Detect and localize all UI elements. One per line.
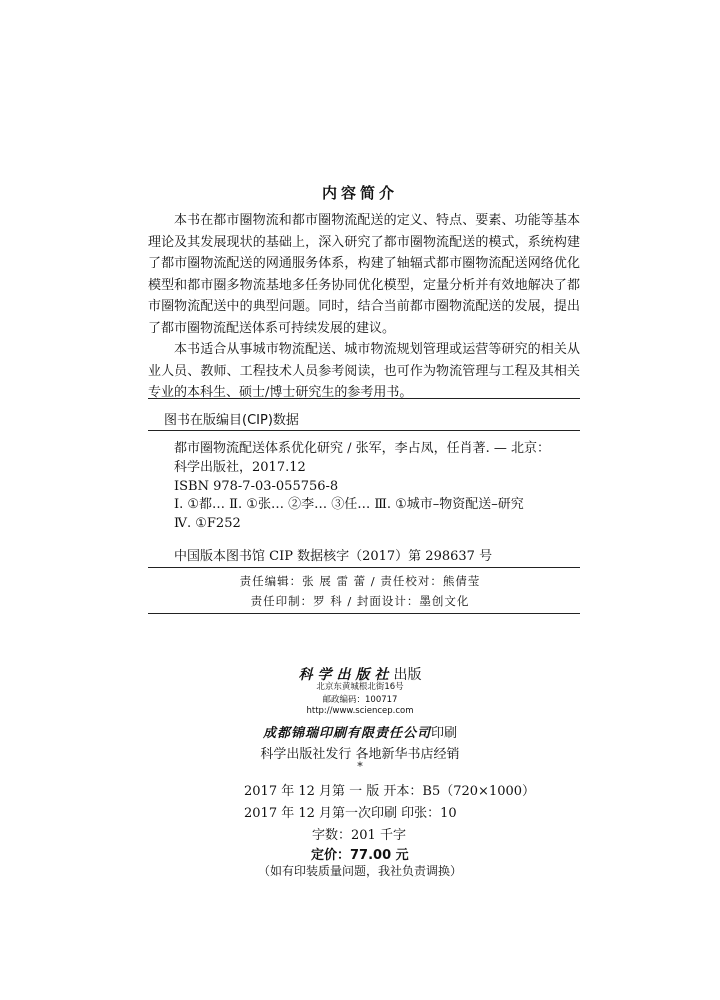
cip-top-rule bbox=[148, 398, 580, 399]
intro-title: 内容简介 bbox=[321, 184, 398, 202]
edition-line: 2017 年 12 月第 一 版 开本：B5（720×1000） bbox=[244, 784, 536, 799]
cip-heading: 图书在版编目(CIP)数据 bbox=[164, 413, 299, 428]
printer-line bbox=[0, 722, 720, 741]
cip-subject-line-1: Ⅰ. ①都… Ⅱ. ①张… ②李… ③任… Ⅲ. ①城市–物资配送–研究 bbox=[174, 497, 524, 512]
cip-record-block bbox=[174, 547, 492, 566]
cip-subject-line-2: Ⅳ. ①F252 bbox=[174, 516, 241, 531]
cip-bottom-rule bbox=[148, 567, 580, 568]
cip-isbn: ISBN 978-7-03-055756-8 bbox=[174, 479, 339, 494]
publisher-name: 科学出版社 bbox=[298, 667, 394, 683]
staff-rule bbox=[148, 613, 580, 614]
cip-heading-rule bbox=[148, 430, 580, 431]
word-count: 字数：201 千字 bbox=[312, 828, 406, 843]
distribution-line: 科学出版社发行 各地新华书店经销 bbox=[260, 747, 460, 762]
intro-paragraph-2: 本书适合从事城市物流配送、城市物流规划管理或运营等研究的相关从业人员、教师、工程技术人员参考阅读，也可作为物流管理与工程及其相关专业的本科生、硕士/博士研究生的参考用书。 bbox=[148, 342, 580, 400]
intro-paragraph-1: 本书在都市圈物流和都市圈物流配送的定义、特点、要素、功能等基本理论及其发展现状的基础上，深入研究了都市圈物流配送的模式，系统构建了都市圈物流配送的网通服务体系，构建了轴辐式都市圈物流配送网络优化模型和都市圈多物流基地多任务协同优化模型，定量分析并有效地解决了都市圈物流配送中的典型问题。同时，结合当前都市圈物流配送的发展，提出了都市圈物流配送体系可持续发展的建议。 bbox=[148, 213, 580, 336]
cip-subject-block bbox=[174, 495, 524, 533]
cip-title-line-1: 都市圈物流配送体系优化研究 / 张军，李占凤，任肖著. — 北京： bbox=[174, 441, 551, 456]
publisher-website: http://www.sciencep.com bbox=[306, 706, 414, 716]
cip-record: 中国版本图书馆 CIP 数据核字（2017）第 298637 号 bbox=[174, 549, 493, 564]
staff-line-1: 责任编辑：张 展 雷 蕾 / 责任校对：熊倩莹 bbox=[239, 574, 481, 588]
printing-line: 2017 年 12 月第一次印刷 印张：10 bbox=[244, 806, 457, 821]
publisher-address: 北京东黄城根北街16号 bbox=[316, 682, 404, 692]
cip-title-line-2: 科学出版社，2017.12 bbox=[174, 460, 306, 475]
staff-line-2: 责任印制：罗 科 / 封面设计：墨创文化 bbox=[250, 594, 470, 608]
printer-name: 成都锦瑞印刷有限责任公司 bbox=[262, 726, 431, 741]
quality-note: （如有印装质量问题，我社负责调换） bbox=[257, 864, 462, 878]
price: 定价：77.00 元 bbox=[311, 848, 409, 863]
publisher-postcode: 邮政编码：100717 bbox=[322, 695, 398, 705]
publisher-suffix: 出版 bbox=[393, 667, 422, 683]
cip-title-block bbox=[174, 439, 550, 496]
printer-suffix: 印刷 bbox=[431, 726, 458, 741]
intro-body bbox=[148, 210, 580, 404]
separator-star: * bbox=[357, 760, 363, 773]
